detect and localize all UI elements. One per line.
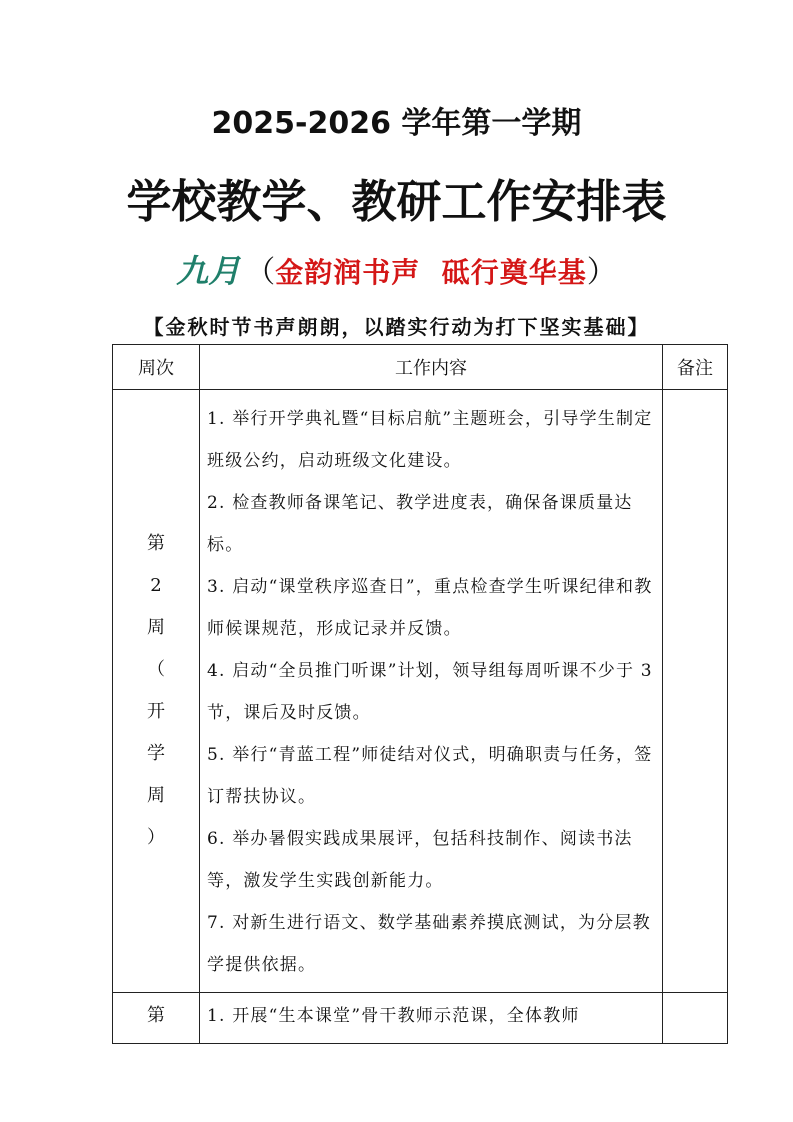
table-row xyxy=(113,993,728,1044)
table-row xyxy=(113,390,728,993)
week-cell xyxy=(113,993,200,1044)
semester-title: 2025-2026 学年第一学期 xyxy=(211,106,582,141)
month-theme: 金韵润书声 砥行奠华基 xyxy=(275,256,587,289)
work-item: 4. 启动“全员推门听课”计划，领导组每周听课不少于 3 节，课后及时反馈。 xyxy=(207,661,653,723)
work-item: 3. 启动“课堂秩序巡查日”，重点检查学生听课纪律和教师候课规范，形成记录并反馈。 xyxy=(207,577,653,639)
week-char: ） xyxy=(147,827,165,848)
week-char: 学 xyxy=(147,743,165,764)
work-item: 2. 检查教师备课笔记、教学进度表，确保备课质量达标。 xyxy=(207,493,633,555)
week-char: 开 xyxy=(147,701,165,722)
content-cell xyxy=(200,390,663,993)
page-title: 学校教学、教研工作安排表 xyxy=(126,175,667,228)
note-cell xyxy=(663,993,728,1044)
slogan: 【金秋时节书声朗朗，以踏实行动为打下坚实基础】 xyxy=(143,315,650,339)
week-char: 2 xyxy=(150,575,162,596)
work-item: 7. 对新生进行语文、数学基础素养摸底测试，为分层教学提供依据。 xyxy=(207,913,651,975)
week-char: 周 xyxy=(147,617,165,638)
week-char: 第 xyxy=(147,533,165,554)
note-cell xyxy=(663,390,728,993)
week-char: 周 xyxy=(147,785,165,806)
work-item: 1. 开展“生本课堂”骨干教师示范课，全体教师 xyxy=(207,1006,580,1026)
week-char: 第 xyxy=(147,1005,165,1026)
work-item: 1. 举行开学典礼暨“目标启航”主题班会，引导学生制定班级公约，启动班级文化建设。 xyxy=(207,409,653,471)
week-char: （ xyxy=(147,659,165,680)
work-item: 5. 举行“青蓝工程”师徒结对仪式，明确职责与任务，签订帮扶协议。 xyxy=(207,745,653,807)
table-header-row xyxy=(113,345,728,390)
schedule-table xyxy=(112,344,728,1044)
header-note: 备注 xyxy=(663,345,728,390)
week-label xyxy=(113,995,199,1037)
week-cell xyxy=(113,390,200,993)
content-cell xyxy=(200,993,663,1044)
paren-open: （ xyxy=(245,255,276,290)
paren-close: ） xyxy=(586,255,617,290)
work-item: 6. 举办暑假实践成果展评，包括科技制作、阅读书法等，激发学生实践创新能力。 xyxy=(207,829,633,891)
week-label xyxy=(113,523,199,859)
month-label: 九月 xyxy=(176,252,241,290)
header-week: 周次 xyxy=(113,345,200,390)
header-content: 工作内容 xyxy=(200,345,663,390)
month-theme-line xyxy=(0,246,793,302)
